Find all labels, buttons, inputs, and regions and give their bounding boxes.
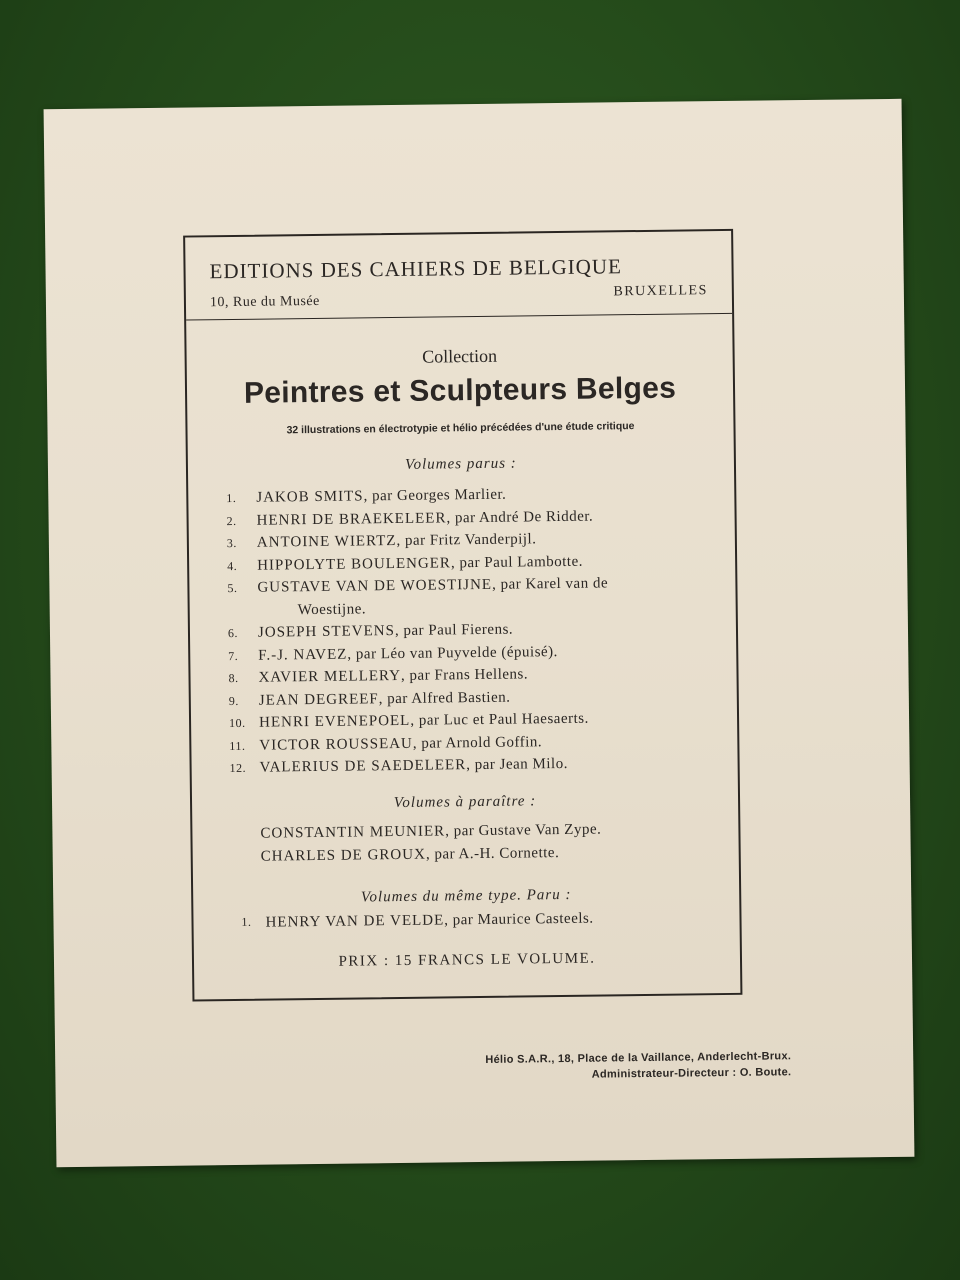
printer-director: Administrateur-Directeur : O. Boute. bbox=[591, 1066, 792, 1081]
collection-subtitle: 32 illustrations en électrotypie et hélio précédées d'une étude critique bbox=[286, 420, 635, 437]
list-item bbox=[241, 911, 593, 932]
item-subject: VALERIUS DE SAEDELEER bbox=[259, 757, 467, 776]
item-number: 1. bbox=[226, 490, 237, 506]
item-number: 10. bbox=[228, 715, 246, 731]
item-continuation: Woestijne. bbox=[297, 600, 367, 618]
item-subject: CHARLES DE GROUX bbox=[260, 846, 426, 865]
item-subject: JAKOB SMITS bbox=[256, 488, 364, 506]
list-item bbox=[261, 842, 602, 869]
list-item bbox=[229, 751, 729, 780]
item-number: 8. bbox=[228, 670, 239, 686]
item-number: 2. bbox=[226, 513, 237, 528]
item-author: , par Paul Fierens. bbox=[394, 621, 514, 640]
publisher-address: 10, Rue du Musée bbox=[209, 293, 320, 311]
item-author: , par Alfred Bastien. bbox=[378, 689, 511, 707]
item-subject: F.-J. NAVEZ bbox=[258, 646, 348, 664]
item-number: 5. bbox=[227, 580, 238, 596]
item-subject: VICTOR ROUSSEAU bbox=[259, 735, 413, 754]
published-list bbox=[226, 481, 730, 780]
same-type-heading: Volumes du même type. Paru : bbox=[360, 886, 572, 906]
item-author: , par Fritz Vanderpijl. bbox=[396, 531, 537, 550]
item-author: , par André De Ridder. bbox=[446, 508, 594, 526]
item-author: , par Maurice Casteels. bbox=[444, 910, 594, 929]
item-number: 3. bbox=[226, 535, 237, 551]
item-author: , par A.-H. Cornette. bbox=[425, 845, 560, 863]
publisher-city: BRUXELLES bbox=[613, 283, 708, 300]
collection-title: Peintres et Sculpteurs Belges bbox=[243, 371, 677, 410]
collection-label: Collection bbox=[421, 345, 498, 367]
item-subject: CONSTANTIN MEUNIER bbox=[260, 823, 446, 842]
item-number: 1. bbox=[241, 914, 252, 929]
item-subject: JOSEPH STEVENS bbox=[257, 623, 396, 641]
back-cover bbox=[44, 99, 915, 1167]
price-line: PRIX : 15 FRANCS LE VOLUME. bbox=[338, 950, 596, 970]
item-subject: HENRI DE BRAEKELEER bbox=[256, 509, 447, 529]
item-author: , par Arnold Goffin. bbox=[412, 733, 543, 752]
item-subject: GUSTAVE VAN DE WOESTIJNE bbox=[257, 576, 493, 596]
item-number: 9. bbox=[228, 693, 239, 708]
item-author: , par Jean Milo. bbox=[466, 755, 569, 774]
item-subject: HENRY VAN DE VELDE bbox=[265, 912, 445, 931]
item-subject: HIPPOLYTE BOULENGER bbox=[257, 554, 451, 574]
item-subject: XAVIER MELLERY bbox=[258, 667, 402, 686]
item-number: 7. bbox=[228, 648, 239, 663]
printer-imprint: Hélio S.A.R., 18, Place de la Vaillance, Anderlecht-Brux. bbox=[485, 1050, 792, 1066]
notice-frame bbox=[183, 229, 742, 1002]
item-author: , par Karel van de bbox=[491, 575, 609, 593]
publisher-name: EDITIONS DES CAHIERS DE BELGIQUE bbox=[209, 254, 622, 284]
forthcoming-list bbox=[260, 819, 601, 869]
item-subject: ANTOINE WIERTZ bbox=[256, 533, 397, 551]
item-author: , par Frans Hellens. bbox=[400, 666, 529, 684]
item-number: 11. bbox=[229, 738, 246, 753]
published-heading: Volumes parus : bbox=[404, 455, 517, 473]
item-number: 4. bbox=[227, 558, 238, 573]
item-author: , par Paul Lambotte. bbox=[450, 553, 584, 571]
item-author: , par Luc et Paul Haesaerts. bbox=[410, 710, 589, 729]
item-number: 12. bbox=[229, 760, 247, 776]
header-rule bbox=[186, 313, 732, 321]
forthcoming-heading: Volumes à paraître : bbox=[393, 793, 537, 812]
item-number: 6. bbox=[227, 625, 239, 641]
item-subject: JEAN DEGREEF bbox=[258, 690, 379, 709]
item-author: , par Léo van Puyvelde (épuisé). bbox=[347, 643, 558, 663]
item-subject: HENRI EVENEPOEL bbox=[258, 712, 411, 731]
item-author: , par Gustave Van Zype. bbox=[445, 821, 602, 840]
item-author: , par Georges Marlier. bbox=[363, 486, 507, 505]
